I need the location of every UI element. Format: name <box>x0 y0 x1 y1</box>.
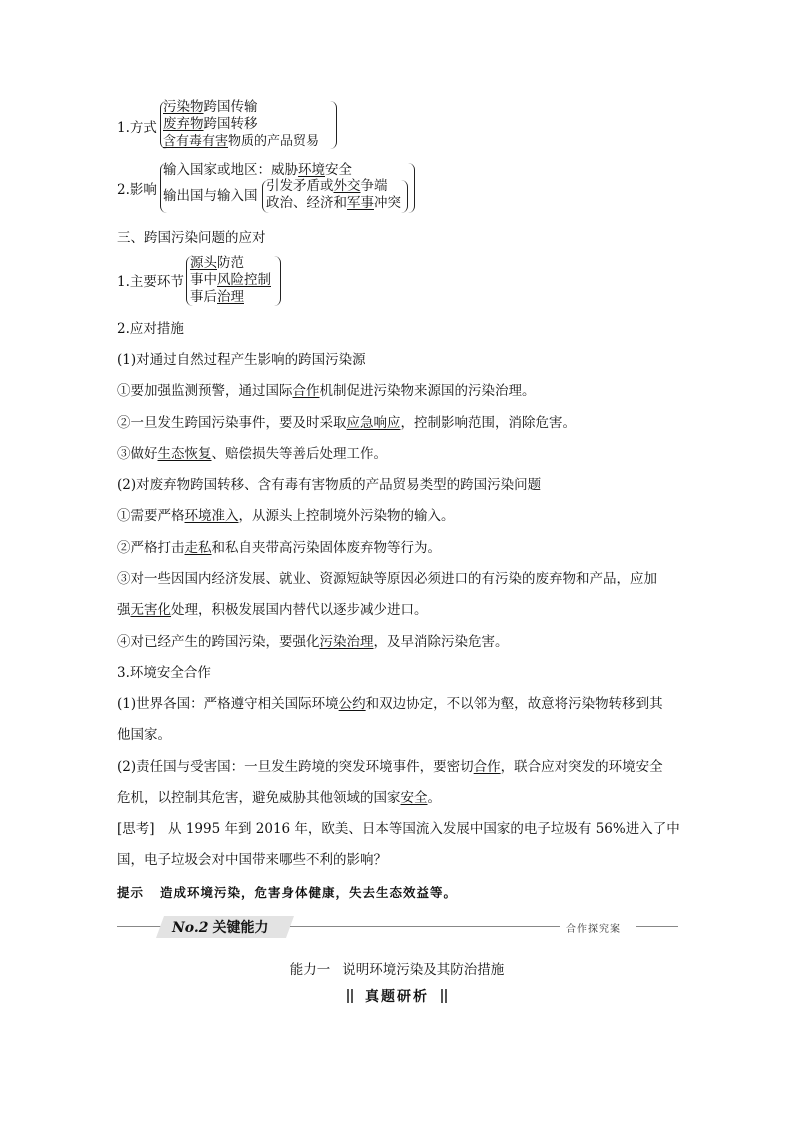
cooperation-heading: 3.环境安全合作 <box>117 665 211 681</box>
right-bar-icon <box>441 989 443 1003</box>
zhenti-heading: 真题研析 <box>0 986 794 1006</box>
left-bar-icon <box>347 989 349 1003</box>
banner-title: No.2 关键能力 <box>172 920 269 936</box>
measure-1-heading: (1)对通过自然过程产生影响的跨国污染源 <box>117 352 366 368</box>
steps-brace-right <box>274 256 281 306</box>
cooperation-item-2-cont: 危机，以控制其危害，避免威胁其他领域的国家安全。 <box>117 790 441 806</box>
impact-sub-2: 政治、经济和军事冲突 <box>266 195 401 211</box>
method-item-1: 污染物跨国传输 <box>163 99 258 115</box>
cooperation-item-2: (2)责任国与受害国：一旦发生跨境的突发环境事件，要密切合作，联合应对突发的环境安全 <box>117 759 663 775</box>
measure-2-item-3: ③对一些因国内经济发展、就业、资源短缺等原因必须进口的有污染的废弃物和产品，应加 <box>117 571 657 587</box>
measure-1-item-3: ③做好生态恢复、赔偿损失等善后处理工作。 <box>117 446 387 462</box>
tip-answer: 提示 造成环境污染，危害身体健康，失去生态效益等。 <box>117 885 458 900</box>
impact-label: 2.影响 <box>117 182 157 198</box>
measure-1-item-1: ①要加强监测预警，通过国际合作机制促进污染物来源国的污染治理。 <box>117 383 536 399</box>
ability-title: 能力一 说明环境污染及其防治措施 <box>289 962 505 978</box>
impact-sub-1: 引发矛盾或外交争端 <box>266 178 388 194</box>
think-question-cont: 国，电子垃圾会对中国带来哪些不利的影响？ <box>117 852 387 868</box>
banner-line-end <box>636 926 678 927</box>
section-3-title: 三、跨国污染问题的应对 <box>117 230 266 246</box>
impact-sub-brace-right <box>401 180 408 213</box>
measure-2-item-4: ④对已经产生的跨国污染，要强化污染治理，及早消除污染危害。 <box>117 634 509 650</box>
steps-item-1: 源头防范 <box>190 255 244 271</box>
method-item-3: 含有毒有害物质的产品贸易 <box>163 134 320 149</box>
measure-2-heading: (2)对废弃物跨国转移、含有毒有害物质的产品贸易类型的跨国污染问题 <box>117 477 542 493</box>
measure-1-item-2: ②一旦发生跨国污染事件，要及时采取应急响应，控制影响范围，消除危害。 <box>117 415 576 431</box>
measures-heading: 2.应对措施 <box>117 321 184 337</box>
cooperation-item-1-cont: 他国家。 <box>117 727 171 743</box>
measure-2-item-2: ②严格打击走私和私自夹带高污染固体废弃物等行为。 <box>117 540 441 556</box>
impact-row-2-label: 输出国与输入国 <box>163 188 258 204</box>
impact-row-1: 输入国家或地区：威胁环境安全 <box>163 162 352 178</box>
left-bar-icon <box>351 989 353 1003</box>
method-item-2: 废弃物跨国转移 <box>163 116 258 132</box>
steps-label: 1.主要环节 <box>117 274 184 290</box>
steps-item-3: 事后治理 <box>190 289 244 305</box>
cooperation-item-1: (1)世界各国：严格遵守相关国际环境公约和双边协定，不以邻为壑，故意将污染物转移到其 <box>117 696 663 712</box>
method-label: 1.方式 <box>117 120 157 136</box>
measure-2-item-1: ①需要严格环境准入，从源头上控制境外污染物的输入。 <box>117 508 455 524</box>
banner-line-right <box>290 926 560 927</box>
steps-item-2: 事中风险控制 <box>190 272 271 288</box>
right-bar-icon <box>445 989 447 1003</box>
banner-right-label: 合作探究案 <box>566 924 621 935</box>
impact-brace-right <box>408 163 415 213</box>
measure-2-item-3-cont: 强无害化处理，积极发展国内替代以逐步减少进口。 <box>117 602 428 618</box>
method-brace-right <box>330 101 337 149</box>
think-question: [思考] 从 1995 年到 2016 年，欧美、日本等国流入发展中国家的电子垃圾有 56%进入了中 <box>117 821 680 837</box>
